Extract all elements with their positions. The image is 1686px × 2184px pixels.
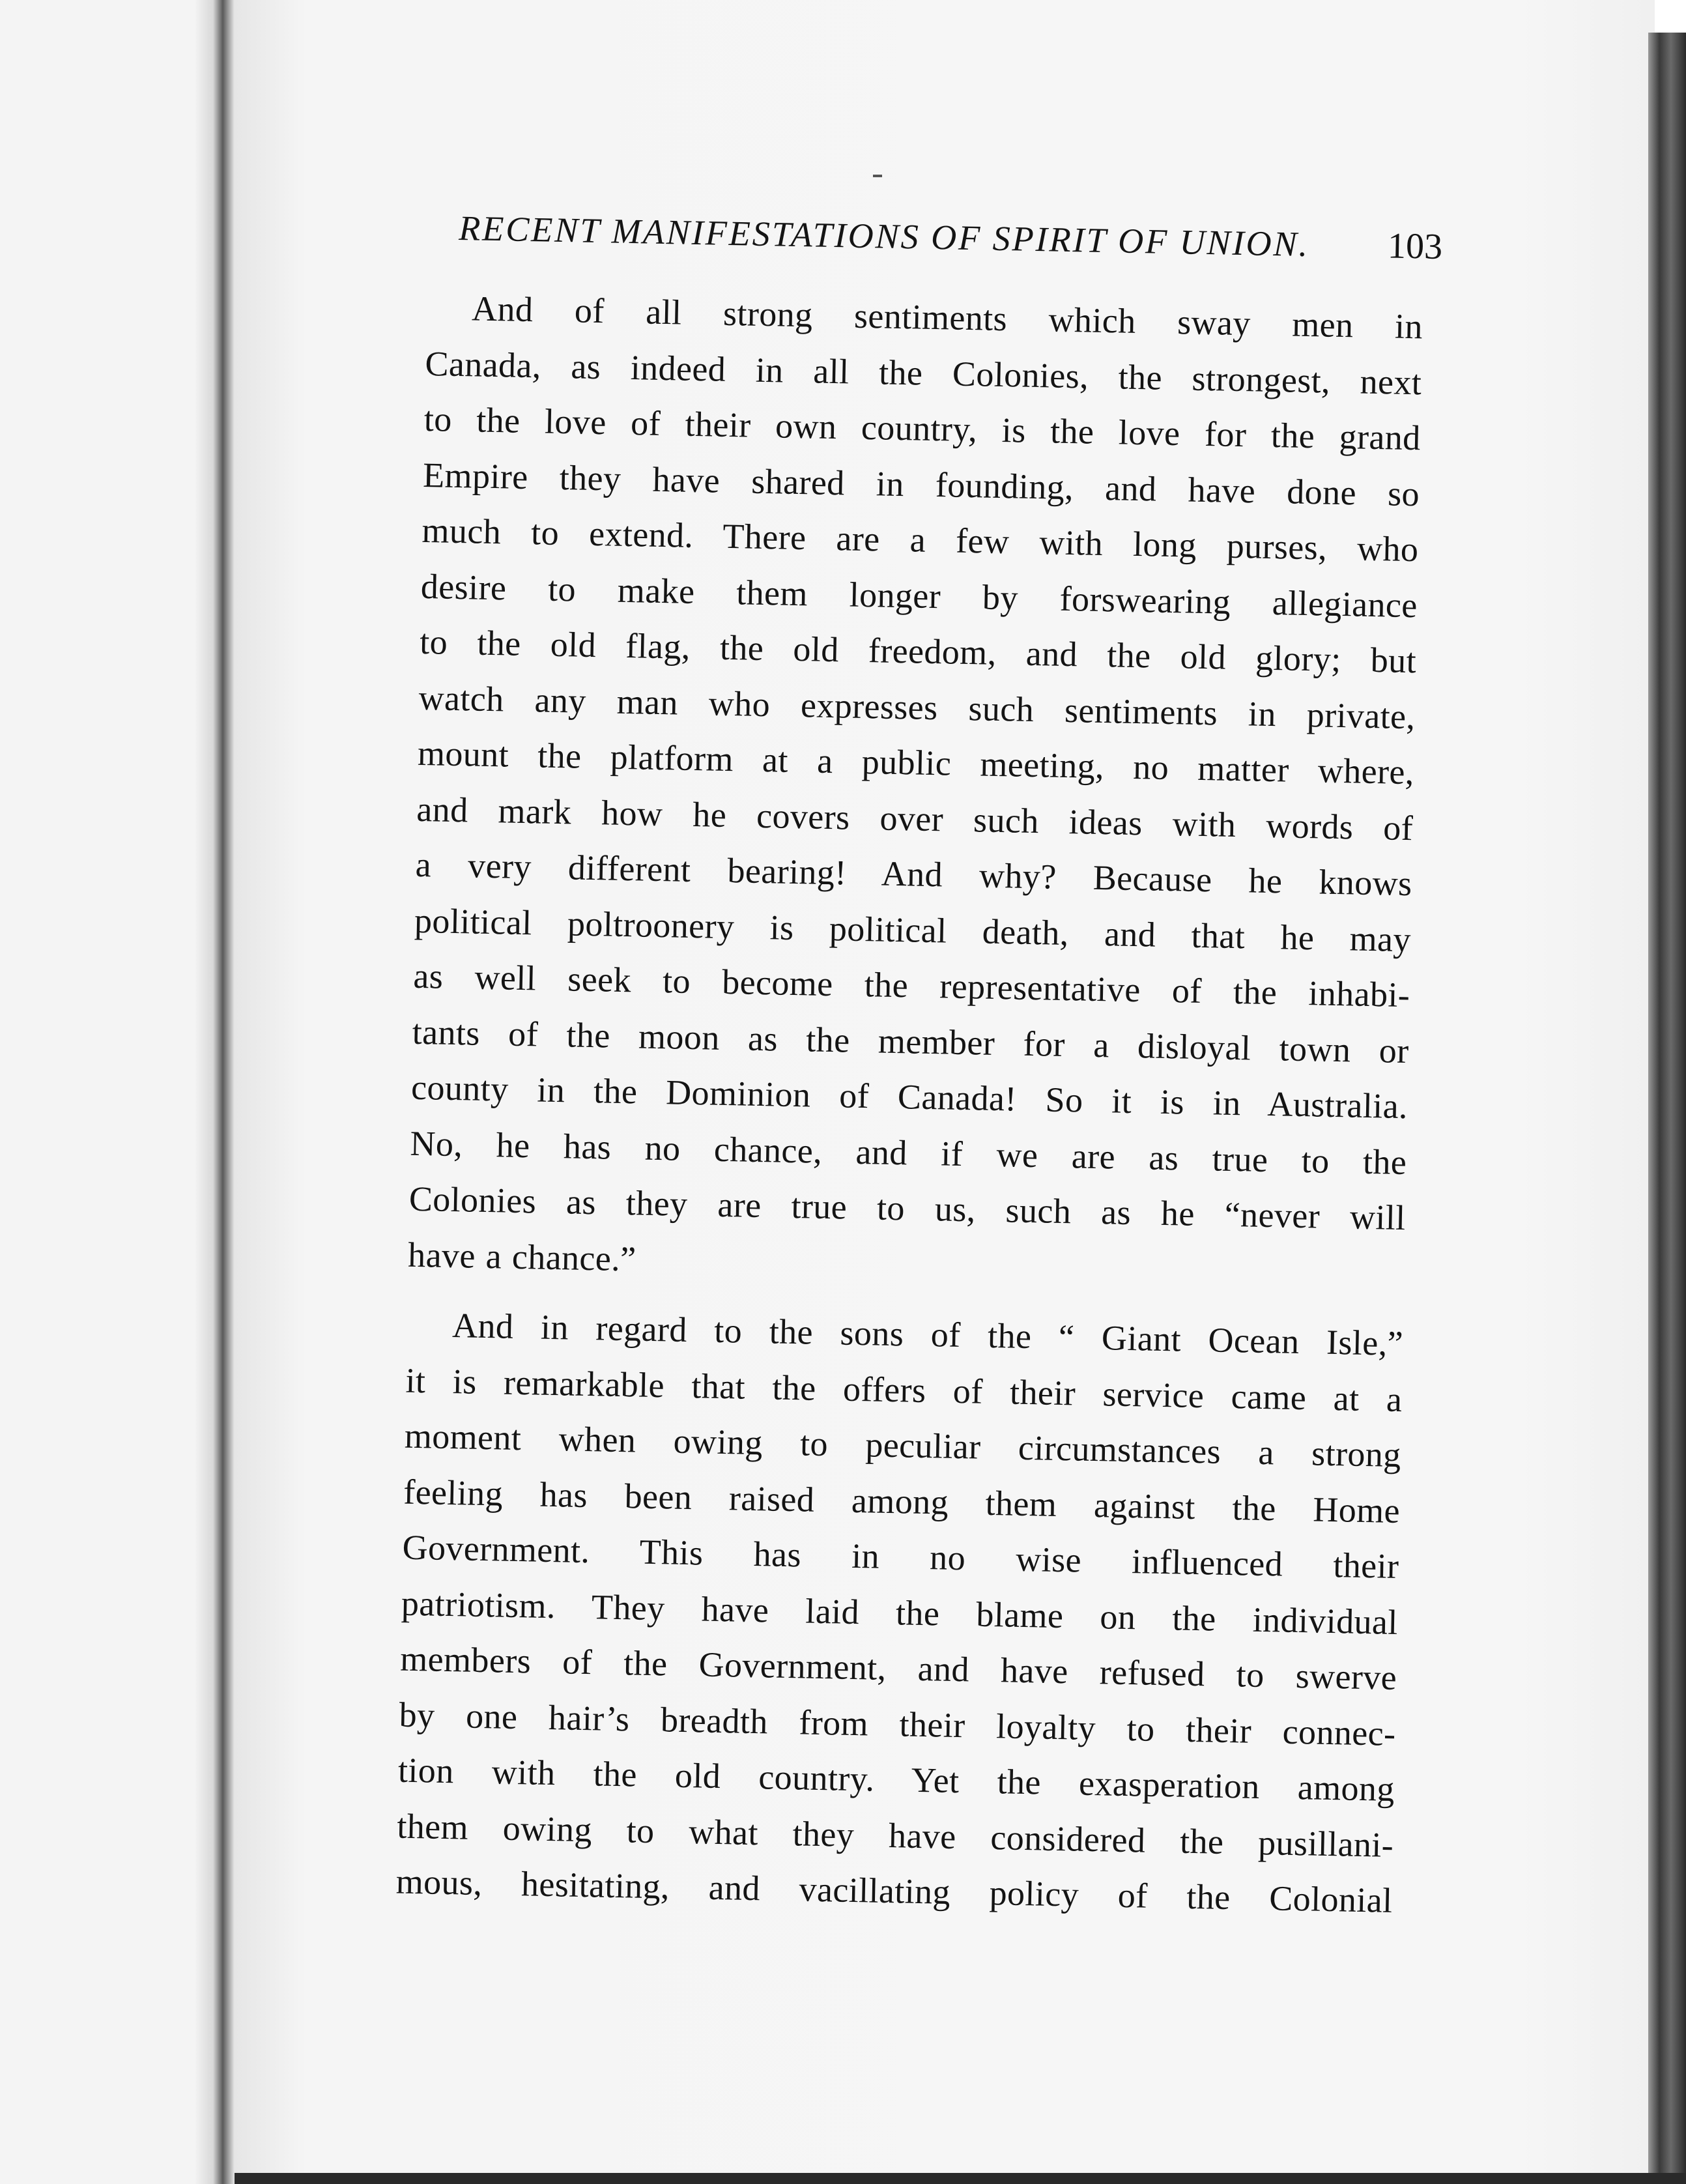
text-line: mous, hesitating, and vacillating policy of the Colonial — [395, 1861, 1393, 1920]
print-speck — [873, 175, 882, 177]
text-line: mount the platform at a public meeting, no matter where, — [417, 733, 1415, 792]
text-line: watch any man who expresses such sentiments in private, — [418, 678, 1416, 736]
text-line: patriotism. They have laid the blame on the individual — [401, 1583, 1399, 1642]
text-line: by one hair’s breadth from their loyalty to their connec- — [399, 1695, 1397, 1753]
running-title: RECENT MANIFESTATIONS OF SPIRIT OF UNION. — [458, 208, 1310, 265]
text-line: as well seek to become the representative of the inhabi- — [412, 956, 1410, 1015]
text-line: to the old flag, the old freedom, and the old glory; but — [419, 622, 1417, 681]
text-line: much to extend. There are a few with long purses, who — [422, 510, 1419, 569]
page-bottom-edge — [235, 2173, 1686, 2184]
text-line: to the love of their own country, is the love for the grand — [423, 399, 1422, 458]
text-line: a very different bearing! And why? Because he knows — [415, 844, 1413, 904]
text-line: tion with the old country. Yet the exasperation among — [397, 1750, 1395, 1809]
text-line: Empire they have shared in founding, and have done so — [422, 455, 1420, 513]
text-line: county in the Dominion of Canada! So it is in Australia. — [410, 1067, 1408, 1127]
text-line: moment when owing to peculiar circumstances a strong — [404, 1416, 1402, 1475]
body-text — [395, 280, 1423, 1929]
text-line: and mark how he covers over such ideas with words of — [416, 789, 1414, 848]
text-line: And in regard to the sons of the “ Giant Ocean Isle,” — [451, 1306, 1404, 1364]
text-line: feeling has been raised among them against the Home — [403, 1472, 1401, 1530]
text-line: them owing to what they have considered the pusillani- — [396, 1806, 1394, 1865]
page-number: 103 — [1387, 225, 1443, 267]
paragraph-1 — [407, 280, 1423, 1302]
text-line: Government. This has in no wise influenced their — [402, 1527, 1399, 1587]
text-line: Colonies as they are true to us, such as he “never will — [408, 1179, 1407, 1238]
page-block-edge — [1648, 33, 1686, 2184]
text-line: have a chance.” — [407, 1235, 637, 1278]
text-line: political poltroonery is political death, and that he may — [414, 900, 1412, 959]
text-line: desire to make them longer by forswearing allegiance — [420, 566, 1418, 625]
text-line: And of all strong sentiments which sway men in — [471, 289, 1423, 347]
text-line: No, he has no chance, and if we are as true to the — [409, 1123, 1407, 1182]
text-line: Canada, as indeed in all the Colonies, the strongest, next — [424, 343, 1422, 402]
left-facing-page — [0, 0, 215, 2184]
text-line: tants of the moon as the member for a disloyal town or — [412, 1012, 1410, 1070]
text-line: members of the Government, and have refused to swerve — [399, 1639, 1397, 1697]
text-line: it is remarkable that the offers of their service came at a — [405, 1360, 1403, 1419]
binding-gutter — [195, 0, 235, 2184]
paragraph-2 — [395, 1297, 1404, 1929]
